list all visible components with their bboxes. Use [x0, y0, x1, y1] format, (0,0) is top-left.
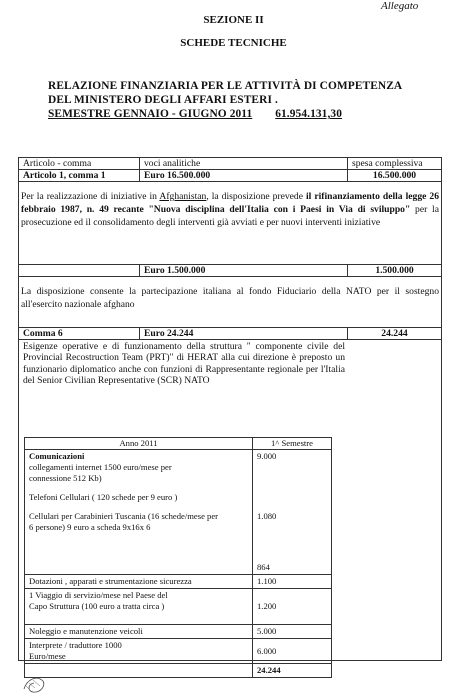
nato-description: La disposizione consente la partecipazione italiana al fondo Fiduciario della NATO per il sostegno all'esercito nazionale afghano [19, 277, 442, 328]
comunicazioni-cell [25, 450, 253, 575]
period-label: SEMESTRE GENNAIO - GIUGNO 2011 [48, 108, 253, 120]
desc-bold: il rifinanziamento della legge 26 febbraio 1987, n. 49 recante "Nuova disciplina dell'Italia con i Paesi in Via di sviluppo" [21, 191, 439, 215]
spesa-cell: 24.244 [348, 328, 442, 340]
articolo-cell [19, 265, 140, 277]
noleggio-value: 5.000 [253, 625, 332, 639]
table-row [19, 170, 442, 182]
table-row [25, 625, 332, 639]
description-row [19, 277, 442, 328]
spesa-cell: 1.500.000 [348, 265, 442, 277]
report-heading-line2: DEL MINISTERO DEGLI AFFARI ESTERI . [48, 94, 278, 106]
header-articolo: Articolo - comma [19, 158, 140, 170]
period-total: 61.954.131,30 [275, 108, 343, 120]
header-spesa: spesa complessiva [348, 158, 442, 170]
voce-cell: Euro 16.500.000 [140, 170, 348, 182]
afghanistan-description [19, 182, 442, 265]
table-row [25, 575, 332, 589]
description-row [19, 182, 442, 265]
total-row [25, 664, 332, 678]
internet-label: collegamenti internet 1500 euro/mese per connessione 512 Kb) [29, 462, 172, 483]
telefoni-label: Telefoni Cellulari ( 120 schede per 9 euro ) [29, 492, 178, 502]
allegato-label: Allegato [381, 0, 419, 12]
desc-part3: per la prosecuzione ed il consolidamento degli interventi già avviati e per nuovi interventi iniziative [21, 204, 439, 228]
cost-breakdown-table [24, 437, 332, 678]
table-row [19, 328, 442, 340]
dotazioni-label: Dotazioni , apparati e strumentazione sicurezza [25, 575, 253, 589]
interprete-value: 6.000 [253, 639, 332, 664]
table-row [25, 450, 332, 575]
spesa-cell: 16.500.000 [348, 170, 442, 182]
comunicazioni-values [253, 450, 332, 575]
sub-header-semestre: 1^ Semestre [253, 438, 332, 450]
telefoni-value: 1.080 [257, 511, 277, 521]
header-voci: voci analitiche [140, 158, 348, 170]
total-label [25, 664, 253, 678]
table-row [25, 589, 332, 625]
desc-part1: Per la realizzazione di iniziative in [21, 191, 160, 202]
desc-afghanistan: Afghanistan [159, 191, 207, 202]
sub-header-row [25, 438, 332, 450]
section-subtitle: SCHEDE TECNICHE [180, 37, 287, 49]
report-heading [48, 79, 402, 121]
internet-value: 9.000 [257, 451, 277, 461]
dotazioni-value: 1.100 [253, 575, 332, 589]
interprete-text: Interprete / traduttore 1000 Euro/mese [29, 640, 122, 661]
voce-cell: Euro 24.244 [140, 328, 348, 340]
articolo-cell: Comma 6 [19, 328, 140, 340]
articolo-cell: Articolo 1, comma 1 [19, 170, 140, 182]
herat-text: Esigenze operative e di funzionamento della struttura " componente civile del Provincial Recostruction Team (PRT)" di HERAT alla cui direzione è preposto un funzionario diplomatico anche con funzioni di Rappresentante regionale per l'Italia del Senior Civilian Representative (SCR) NATO [23, 341, 345, 386]
report-heading-line1: RELAZIONE FINANZIARIA PER LE ATTIVITÀ DI COMPETENZA [48, 80, 403, 92]
noleggio-label: Noleggio e manutenzione veicoli [25, 625, 253, 639]
voce-cell: Euro 1.500.000 [140, 265, 348, 277]
cellulari-value: 864 [257, 562, 270, 572]
viaggio-text: 1 Viaggio di servizio/mese nel Paese del Capo Struttura (100 euro a tratta circa ) [29, 590, 168, 611]
cellulari-label: Cellulari per Carabinieri Tuscania (16 schede/mese per 6 persone) 9 euro a scheda 9x16x 6 [29, 511, 219, 532]
stamp-mark [21, 673, 47, 695]
comunicazioni-label: Comunicazioni [29, 451, 85, 461]
table-row [19, 265, 442, 277]
total-value: 24.244 [253, 664, 332, 678]
table-header-row [19, 158, 442, 170]
desc-part2: , la disposizione prevede [206, 191, 306, 202]
section-title: SEZIONE II [203, 14, 264, 26]
viaggio-value: 1.200 [253, 589, 332, 625]
sub-header-anno: Anno 2011 [25, 438, 253, 450]
report-period [48, 107, 402, 121]
viaggio-label [25, 589, 253, 625]
interprete-label [25, 639, 253, 664]
table-row [25, 639, 332, 664]
